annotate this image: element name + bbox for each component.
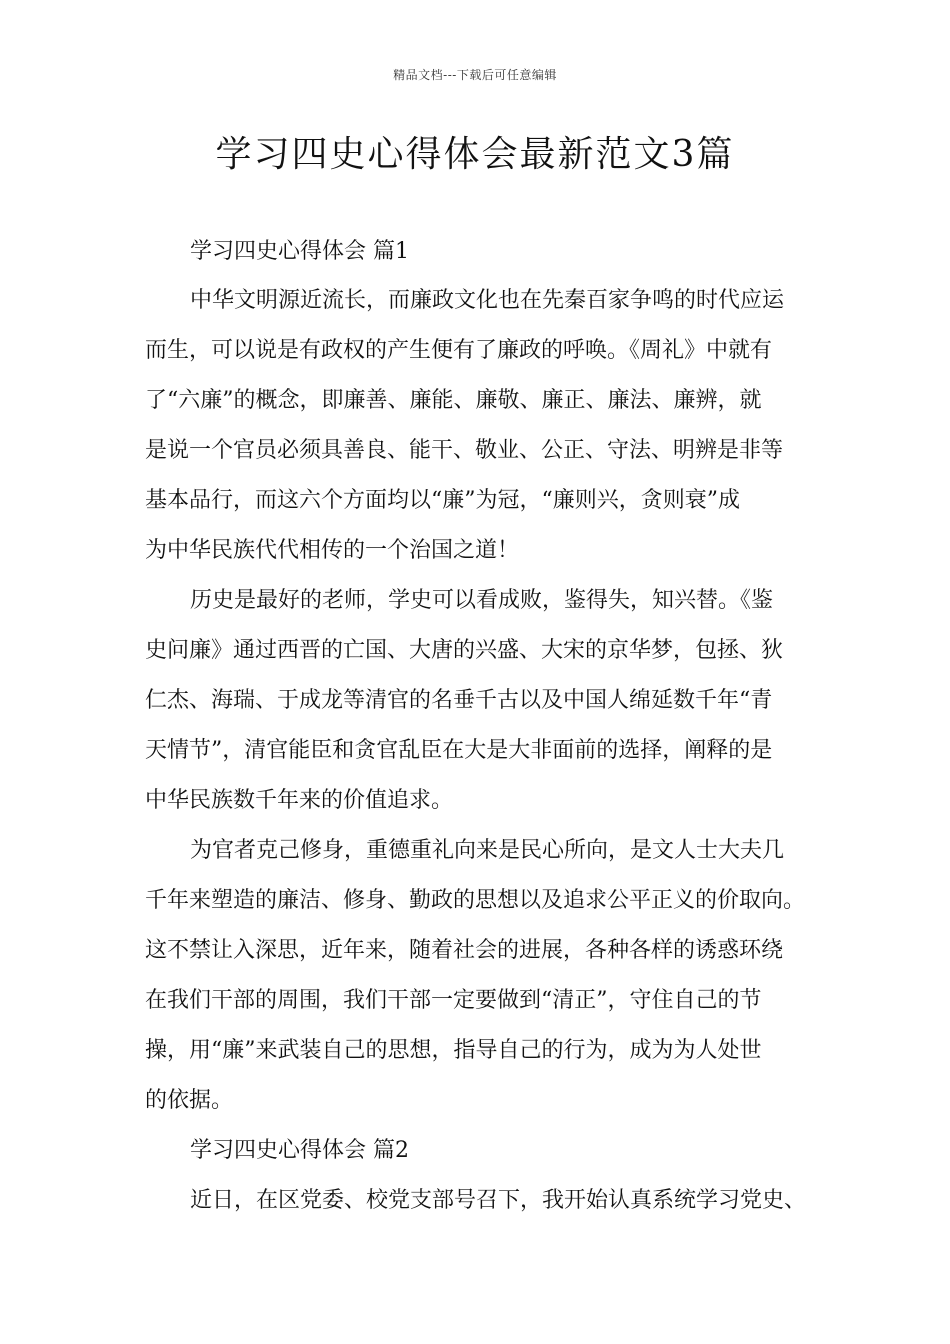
paragraph-line: 操，用“廉”来武装自己的思想，指导自己的行为，成为为人处世 xyxy=(145,1038,762,1063)
paragraph-line: 天情节”，清官能臣和贪官乱臣在大是大非面前的选择，阐释的是 xyxy=(145,738,773,763)
section-heading: 学习四史心得体会 篇2 xyxy=(190,1138,409,1163)
paragraph-line: 这不禁让入深思，近年来，随着社会的进展，各种各样的诱惑环绕 xyxy=(145,938,784,963)
paragraph-line: 在我们干部的周围，我们干部一定要做到“清正”，守住自己的节 xyxy=(145,988,762,1013)
paragraph-line: 为官者克己修身，重德重礼向来是民心所向，是文人士大夫几 xyxy=(190,838,785,863)
paragraph-line: 的依据。 xyxy=(145,1088,234,1113)
paragraph-line: 史问廉》通过西晋的亡国、大唐的兴盛、大宋的京华梦，包拯、狄 xyxy=(145,638,784,663)
paragraph-line: 中华民族数千年来的价值追求。 xyxy=(145,788,454,813)
paragraph-line: 了“六廉”的概念，即廉善、廉能、廉敬、廉正、廉法、廉辨，就 xyxy=(145,388,762,413)
paragraph-line: 而生，可以说是有政权的产生便有了廉政的呼唤。《周礼》中就有 xyxy=(145,338,773,363)
paragraph-line: 是说一个官员必须具善良、能干、敬业、公正、守法、明辨是非等 xyxy=(145,438,784,463)
paragraph-line: 仁杰、海瑞、于成龙等清官的名垂千古以及中国人绵延数千年“青 xyxy=(145,688,773,713)
paragraph-line: 千年来塑造的廉洁、修身、勤政的思想以及追求公平正义的价取向。 xyxy=(145,888,806,913)
section-heading: 学习四史心得体会 篇1 xyxy=(190,239,409,264)
paragraph-line: 历史是最好的老师，学史可以看成败，鉴得失，知兴替。《鉴 xyxy=(190,588,774,613)
paragraph-line: 中华文明源近流长，而廉政文化也在先秦百家争鸣的时代应运 xyxy=(190,288,785,313)
header-note: 精品文档---下载后可任意编辑 xyxy=(393,68,557,82)
page-title: 学习四史心得体会最新范文3篇 xyxy=(215,134,735,175)
paragraph-line: 近日，在区党委、校党支部号召下，我开始认真系统学习党史、 xyxy=(190,1188,807,1213)
paragraph-line: 为中华民族代代相传的一个治国之道！ xyxy=(145,538,520,563)
paragraph-line: 基本品行，而这六个方面均以“廉”为冠，“廉则兴，贪则衰”成 xyxy=(145,488,740,513)
